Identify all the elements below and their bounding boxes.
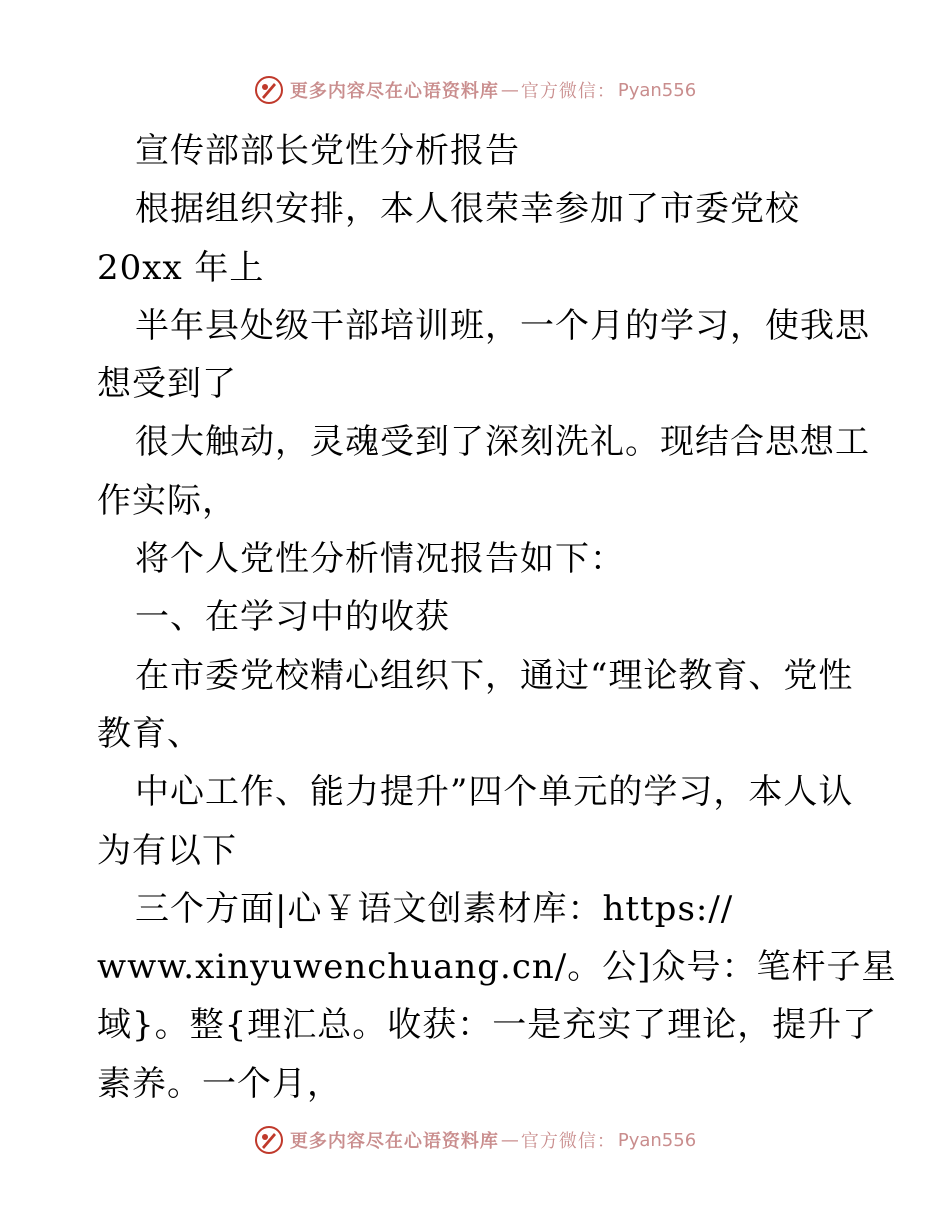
header-watermark	[0, 70, 950, 110]
watermark-id: Pyan556	[617, 1129, 697, 1151]
watermark-main-text: 更多内容尽在心语资料库	[289, 1131, 499, 1152]
watermark-sub-text: 官方微信：	[520, 1131, 616, 1152]
text-line: www.xinyuwenchuang.cn/。公]众号：笔杆子星	[97, 947, 897, 988]
text-line: 为有以下	[97, 830, 237, 871]
text-line: 根据组织安排，本人很荣幸参加了市委党校	[135, 189, 800, 230]
text-line: 在市委党校精心组织下，通过“理论教育、党性	[135, 655, 854, 696]
watermark-sub-text: 官方微信：	[520, 81, 616, 102]
text-line: 中心工作、能力提升”四个单元的学习，本人认	[135, 772, 854, 813]
text-line: 半年县处级干部培训班，一个月的学习，使我思	[135, 305, 870, 346]
text-line: 将个人党性分析情况报告如下：	[135, 539, 625, 580]
watermark-main-text: 更多内容尽在心语资料库	[289, 81, 499, 102]
document-body	[97, 122, 897, 1113]
text-line: 素养。一个月，	[97, 1063, 342, 1104]
text-line: 很大触动，灵魂受到了深刻洗礼。现结合思想工	[135, 422, 870, 463]
text-line: 作实际，	[97, 480, 237, 521]
quill-logo-icon	[254, 1125, 284, 1155]
text-line: 三个方面|心￥语文创素材库：https://	[135, 888, 734, 929]
text-line: 域}。整{理汇总。收获：一是充实了理论，提升了	[97, 1005, 878, 1046]
watermark-separator: —	[500, 79, 519, 101]
document-title: 宣传部部长党性分析报告	[135, 131, 520, 171]
watermark-separator: —	[500, 1129, 519, 1151]
text-line: 20xx 年上	[97, 247, 265, 288]
footer-watermark	[0, 1120, 950, 1160]
text-line: 教育、	[97, 713, 202, 754]
watermark-id: Pyan556	[617, 79, 697, 101]
text-line: 想受到了	[97, 364, 237, 405]
quill-logo-icon	[254, 75, 284, 105]
section-heading: 一、在学习中的收获	[135, 597, 450, 638]
